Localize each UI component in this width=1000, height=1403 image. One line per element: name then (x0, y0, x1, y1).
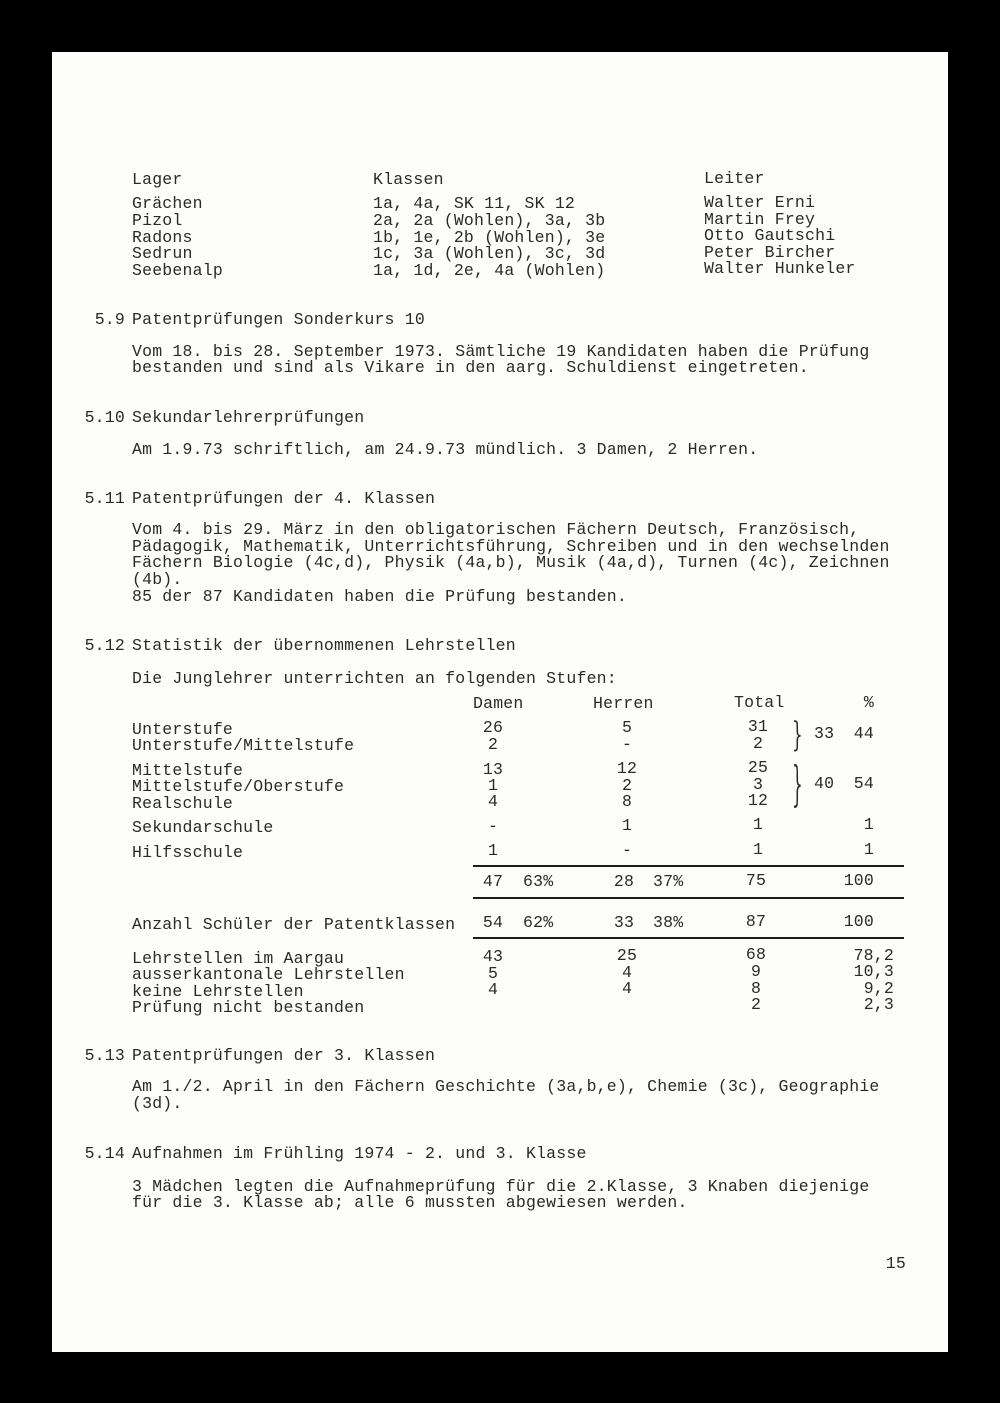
paragraph-line: Vom 4. bis 29. März in den obligatorischen Fächern Deutsch, Französisch, (132, 520, 860, 539)
paragraph-line: 85 der 87 Kandidaten haben die Prüfung bestanden. (132, 587, 627, 606)
group-pct: 54 (853, 774, 874, 793)
patent-pct: 100 (843, 912, 874, 931)
camp-klassen: 1c, 3a (Wohlen), 3c, 3d (373, 244, 606, 263)
stats-row-label: Mittelstufe (132, 761, 244, 780)
outcome-damen: 43 (482, 947, 504, 966)
stats-total: 3 (752, 775, 764, 794)
paragraph-line: Am 1.9.73 schriftlich, am 24.9.73 mündlich. 3 Damen, 2 Herren. (132, 440, 759, 459)
stats-herren: - (621, 841, 633, 860)
group-pct: 44 (853, 724, 874, 743)
stats-total: 25 (747, 758, 769, 777)
camp-lager: Pizol (132, 211, 183, 230)
stats-total: 1 (752, 815, 764, 834)
stats-damen: 26 (482, 718, 504, 737)
stats-herren: 5 (621, 718, 633, 737)
total-herren-pct: 37% (653, 872, 684, 891)
stats-header-herren: Herren (593, 694, 654, 713)
paragraph-line: Am 1./2. April in den Fächern Geschichte (3a,b,e), Chemie (3c), Geographie (132, 1077, 880, 1096)
paragraph-line: (3d). (132, 1094, 183, 1113)
stats-row-label: Anzahl Schüler der Patentklassen (132, 915, 456, 934)
patent-herren-pct: 38% (653, 913, 684, 932)
camp-klassen: 1a, 1d, 2e, 4a (Wohlen) (373, 261, 606, 280)
outcome-total: 2 (750, 995, 762, 1014)
stats-damen: 2 (487, 735, 499, 754)
outcome-total: 68 (745, 945, 767, 964)
patent-damen: 54 (482, 913, 504, 932)
stats-row-label: Realschule (132, 794, 234, 813)
outcome-total: 8 (750, 979, 762, 998)
camps-header-lager: Lager (132, 170, 183, 189)
stats-herren: 12 (616, 759, 638, 778)
stats-damen: 13 (482, 760, 504, 779)
camp-klassen: 1b, 1e, 2b (Wohlen), 3e (373, 228, 606, 247)
outcome-pct: 2,3 (863, 995, 894, 1014)
section-title: Sekundarlehrerprüfungen (132, 408, 365, 427)
paragraph-line: (4b). (132, 570, 183, 589)
table-rule (473, 937, 904, 939)
stats-row-label: Lehrstellen im Aargau (132, 949, 345, 968)
stats-damen: - (487, 817, 499, 836)
stats-row-label: ausserkantonale Lehrstellen (132, 965, 405, 984)
stats-herren: 1 (621, 816, 633, 835)
outcome-herren: 25 (616, 946, 638, 965)
patent-herren: 33 (613, 913, 635, 932)
stats-herren: - (621, 735, 633, 754)
camps-header-klassen: Klassen (373, 170, 444, 189)
section-number: 5.9 (94, 310, 125, 329)
stats-row-label: Unterstufe/Mittelstufe (132, 736, 355, 755)
section-title: Patentprüfungen der 4. Klassen (132, 489, 436, 508)
stats-header-pct: % (863, 693, 874, 712)
camp-leiter: Peter Bircher (704, 243, 836, 262)
patent-total: 87 (745, 912, 767, 931)
outcome-damen: 5 (487, 964, 499, 983)
stats-row-label: Hilfsschule (132, 843, 244, 862)
group-sum: 33 (814, 724, 835, 743)
camp-klassen: 1a, 4a, SK 11, SK 12 (373, 194, 576, 213)
page-number: 15 (885, 1254, 906, 1273)
section-number: 5.14 (84, 1144, 125, 1163)
paragraph-line: bestanden und sind als Vikare in den aarg. Schuldienst eingetreten. (132, 358, 809, 377)
group-brace: } (792, 756, 803, 812)
section-number: 5.13 (84, 1046, 125, 1065)
stats-herren: 8 (621, 792, 633, 811)
section-number: 5.12 (84, 636, 125, 655)
outcome-herren: 4 (621, 979, 633, 998)
section-number: 5.11 (84, 489, 125, 508)
stats-row-label: keine Lehrstellen (132, 982, 304, 1001)
paragraph-line: Pädagogik, Mathematik, Unterrichtsführung, Schreiben und in den wechselnden (132, 537, 890, 556)
stats-header-total: Total (734, 693, 785, 712)
stats-row-label: Sekundarschule (132, 818, 274, 837)
total-damen: 47 (482, 872, 504, 891)
outcome-damen: 4 (487, 980, 499, 999)
table-intro: Die Junglehrer unterrichten an folgenden Stufen: (132, 669, 617, 688)
document-page (52, 52, 948, 1352)
patent-damen-pct: 62% (523, 913, 554, 932)
section-title: Patentprüfungen Sonderkurs 10 (132, 310, 425, 329)
stats-row-label: Unterstufe (132, 720, 234, 739)
outcome-pct: 10,3 (853, 962, 894, 981)
stats-total: 12 (747, 791, 769, 810)
section-title: Aufnahmen im Frühling 1974 - 2. und 3. Klasse (132, 1144, 587, 1163)
stats-damen: 1 (487, 841, 499, 860)
section-title: Statistik der übernommenen Lehrstellen (132, 636, 516, 655)
stats-row-label: Mittelstufe/Oberstufe (132, 777, 345, 796)
outcome-total: 9 (750, 962, 762, 981)
camp-leiter: Walter Hunkeler (704, 259, 856, 278)
stats-damen: 1 (487, 776, 499, 795)
camps-header-leiter: Leiter (704, 169, 765, 188)
camp-leiter: Martin Frey (704, 210, 816, 229)
stats-total: 31 (747, 717, 769, 736)
stats-total: 1 (752, 840, 764, 859)
stats-header-damen: Damen (473, 694, 524, 713)
section-number: 5.10 (84, 408, 125, 427)
paragraph-line: für die 3. Klasse ab; alle 6 mussten abgewiesen werden. (132, 1193, 688, 1212)
outcome-pct: 78,2 (853, 946, 894, 965)
group-sum: 40 (814, 774, 835, 793)
camp-lager: Seebenalp (132, 261, 223, 280)
section-title: Patentprüfungen der 3. Klassen (132, 1046, 436, 1065)
paragraph-line: Vom 18. bis 28. September 1973. Sämtliche 19 Kandidaten haben die Prüfung (132, 342, 870, 361)
outcome-pct: 9,2 (863, 979, 894, 998)
table-rule (473, 897, 904, 899)
total-pct: 100 (843, 871, 874, 890)
camp-lager: Radons (132, 228, 193, 247)
camp-klassen: 2a, 2a (Wohlen), 3a, 3b (373, 211, 606, 230)
camp-lager: Sedrun (132, 244, 193, 263)
total-total: 75 (745, 871, 767, 890)
stats-pct: 1 (863, 815, 874, 834)
stats-damen: 4 (487, 792, 499, 811)
table-rule (473, 865, 904, 867)
stats-total: 2 (752, 734, 764, 753)
stats-pct: 1 (863, 840, 874, 859)
camp-leiter: Otto Gautschi (704, 226, 836, 245)
stats-row-label: Prüfung nicht bestanden (132, 998, 365, 1017)
camp-lager: Grächen (132, 194, 203, 213)
outcome-herren: 4 (621, 963, 633, 982)
paragraph-line: 3 Mädchen legten die Aufnahmeprüfung für die 2.Klasse, 3 Knaben diejenige (132, 1177, 870, 1196)
group-brace: } (792, 715, 803, 755)
stats-herren: 2 (621, 776, 633, 795)
total-damen-pct: 63% (523, 872, 554, 891)
total-herren: 28 (613, 872, 635, 891)
camp-leiter: Walter Erni (704, 193, 816, 212)
paragraph-line: Fächern Biologie (4c,d), Physik (4a,b), Musik (4a,d), Turnen (4c), Zeichnen (132, 553, 890, 572)
